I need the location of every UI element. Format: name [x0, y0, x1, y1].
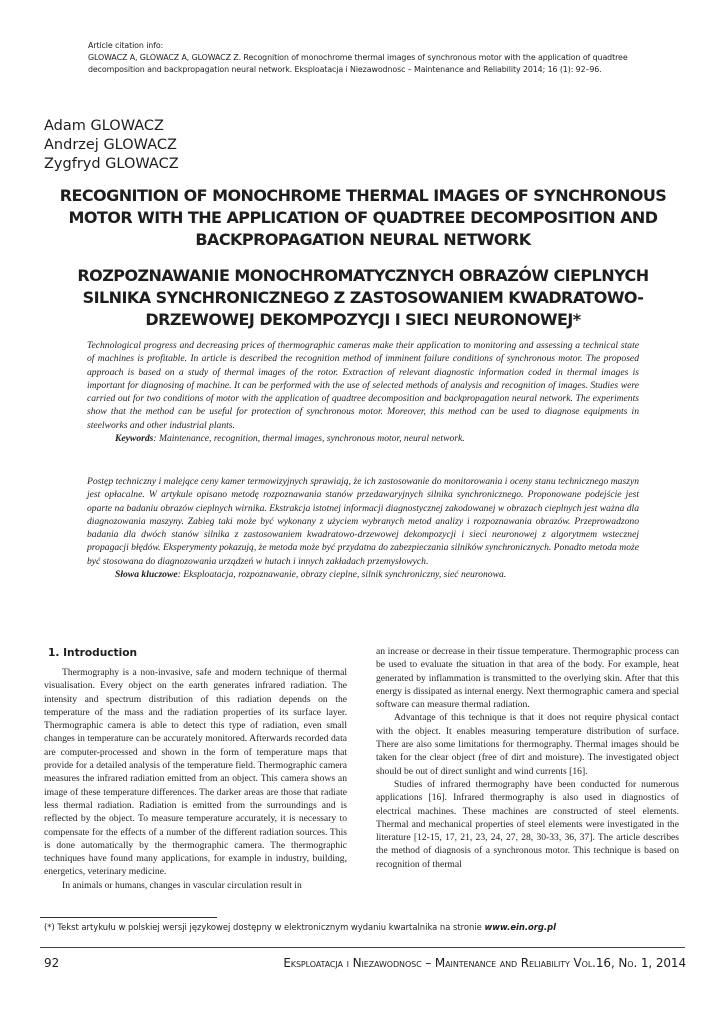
body-column-left — [44, 646, 347, 892]
footnote-divider — [40, 917, 217, 918]
section-heading: 1. Introduction — [48, 647, 138, 659]
author-name: Andrzej GLOWACZ — [44, 137, 177, 153]
author-name: Adam GLOWACZ — [44, 118, 164, 134]
abstract-english-text: Technological progress and decreasing prices of thermographic cameras make their application to monitoring and assessing a technical state of machines is profitable. In article is described the recognition method of imminent failure conditions of synchronous motor. The proposed approach is based on a study of thermal images of the rotor. Extraction of relevant diagnostic information coded in thermal images is important for diagnosing of machine. It can be performed with the use of selected methods of analysis and recognition of images. Studies were carried out for two conditions of motor with the application of quadtree decomposition and backpropagation neural network. The experiments show that the method can be useful for protection of synchronous motor. Moreover, this method can be used to diagnose equipments in steelworks and other industrial plants. — [87, 340, 639, 431]
footnote — [44, 921, 684, 933]
page-number: 92 — [44, 956, 60, 970]
article-citation — [88, 40, 648, 76]
body-paragraph: In animals or humans, changes in vascular circulation result in — [62, 879, 302, 891]
footer-divider — [40, 947, 685, 948]
body-paragraph: Studies of infrared thermography have been conducted for numerous applications [16]. Infrared thermography is also used in diagnostics of electrical machines. These machines are constructed of steel elements. Thermal and mechanical properties of steel elements were investigated in the literature [12-15, 17, 21, 23, 24, 27, 28, 30-33, 36, 37]. The article describes the method of diagnosis of a synchronous motor. This technique is based on recognition of thermal — [376, 778, 679, 870]
citation-label: Article citation info: — [88, 41, 164, 50]
abstract-polish-text: Postęp techniczny i malejące ceny kamer termowizyjnych sprawiają, że ich zastosowanie do monitorowania i oceny stanu technicznego maszyn jest opłacalne. W artykule opisano metodę rozpoznawania stanów przedawaryjnych silnika synchronicznego. Proponowane podejście jest oparte na badaniu obrazów cieplnych wirnika. Ekstrakcja istotnej informacji diagnostycznej zakodowanej w obrazach cieplnych jest ważna dla diagnozowania maszyny. Zabieg taki może być wykonany z użyciem wybranych metod analizy i rozpoznawania obrazów. Przeprowadzono badania dla dwóch stanów silnika z zastosowaniem kwadratowo-drzewowej dekompozycji i sieci neuronowej z algorytmem wstecznej propagacji błędów. Eksperymenty pokazują, że metoda może być przydatna do zabezpieczania silników synchronicznych. Ponadto metoda może być stosowana do diagnozowania urządzeń w hutach i innych zakładach przemysłowych. — [87, 476, 639, 567]
title-polish: ROZPOZNAWANIE MONOCHROMATYCZNYCH OBRAZÓW CIEPLNYCH SILNIKA SYNCHRONICZNEGO Z ZASTOSOWANIEM KWADRATOWO-DRZEWOWEJ DEKOMPOZYCJI I SIECI NEURONOWEJ* — [77, 266, 649, 329]
keywords-list: : Maintenance, recognition, thermal images, synchronous motor, neural network. — [153, 433, 465, 445]
journal-footer: Eksploatacja i Niezawodnosc – Maintenance and Reliability Vol.16, No. 1, 2014 — [283, 956, 686, 970]
body-paragraph: Advantage of this technique is that it does not require physical contact with the object. It enables measuring temperature distribution of surface. There are also some limitations for thermography. Thermal images should be taken for the clear object (free of dirt and moisture). The investigated object should be out of direct sunlight and wind currents [16]. — [376, 712, 679, 777]
footnote-link[interactable]: www.ein.org.pl — [484, 922, 556, 932]
abstract-polish — [87, 475, 639, 581]
citation-text: GLOWACZ A, GLOWACZ A, GLOWACZ Z. Recognition of monochrome thermal images of synchronous motor with the application of quadtree decomposition and backpropagation neural network. Eksploatacja i Niezawodnosc – Maintenance and Reliability 2014; 16 (1): 92–96. — [88, 53, 628, 74]
keywords-label: Keywords — [115, 433, 154, 445]
body-paragraph: Thermography is a non-invasive, safe and modern technique of thermal visualisation. Every object on the earth generates infrared radiation. The intensity and spectrum distribution of this radiation depends on the temperature of the mass and the radiation properties of its surface layer. Thermographic camera is able to detect this type of radiation, even small changes in temperature can be accurately monitored. Afterwards recorded data are computer-processed and shown in the form of temperature maps that provide for a detailed analysis of the temperature field. Thermographic camera measures the infrared radiation emitted from an object. This camera shows an image of these temperature differences. The darker areas are those that radiate less thermal radiation. Radiation is emitted from the surroundings and is reflected by the object. To measure temperature accurately, it is necessary to compensate for the effects of a number of the different radiation sources. This is done automatically by the thermographic camera. The thermographic techniques have found many applications, for example in industry, building, energetics, veterinary medicine. — [44, 667, 347, 878]
author-list — [44, 117, 179, 174]
abstract-english — [87, 339, 639, 445]
keywords-label: Słowa kluczowe — [115, 569, 178, 581]
keywords-english — [87, 432, 639, 445]
body-column-right — [376, 645, 679, 871]
footnote-text: (*) Tekst artykułu w polskiej wersji językowej dostępny w elektronicznym wydaniu kwartalnika na stronie — [44, 922, 485, 932]
body-paragraph: an increase or decrease in their tissue temperature. Thermographic process can be used to evaluate the situation in that area of the body. For example, heat generated by inflammation is transmitted to the overlying skin. After that this energy is dissipated as internal energy. Next thermographic camera and special software can measure thermal radiation. — [376, 646, 679, 711]
title-english: RECOGNITION OF MONOCHROME THERMAL IMAGES OF SYNCHRONOUS MOTOR WITH THE APPLICATION OF QUADTREE DECOMPOSITION AND BACKPROPAGATION NEURAL NETWORK — [59, 186, 667, 249]
keywords-polish — [87, 568, 639, 581]
keywords-list: : Eksploatacja, rozpoznawanie, obrazy cieplne, silnik synchroniczny, sieć neuronowa. — [177, 569, 507, 581]
author-name: Zygfryd GLOWACZ — [44, 156, 179, 172]
